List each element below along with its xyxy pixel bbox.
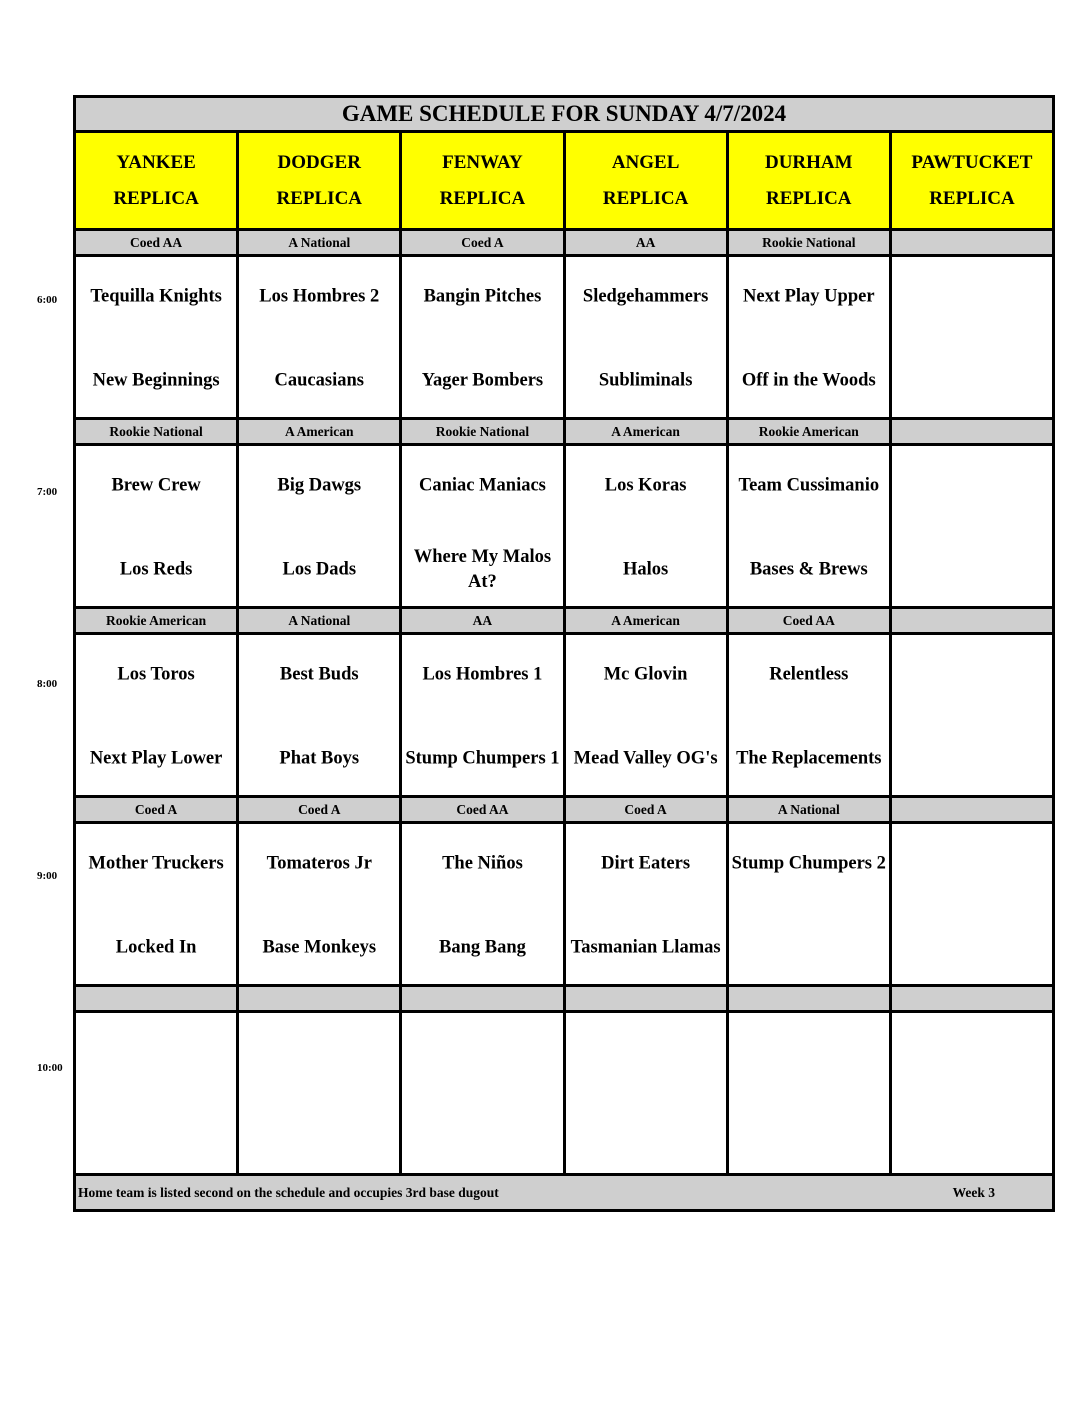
field-header-row — [76, 133, 1052, 231]
home-team-note: Home team is listed second on the schedule and occupies 3rd base dugout — [78, 1184, 499, 1200]
away-team: Los Hombres 2 — [259, 286, 380, 307]
home-team: Phat Boys — [279, 748, 360, 769]
field-name: PAWTUCKET — [911, 151, 1033, 173]
division-label — [892, 231, 1052, 254]
home-team: Halos — [622, 559, 669, 580]
game-cell — [729, 635, 892, 795]
away-team: Next Play Upper — [743, 286, 875, 307]
game-cell — [729, 446, 892, 606]
division-label: A American — [239, 420, 402, 443]
game-cell — [892, 635, 1052, 795]
division-label: Coed AA — [76, 231, 239, 254]
game-cell — [566, 635, 729, 795]
division-label: A American — [566, 420, 729, 443]
game-cell — [566, 446, 729, 606]
division-label: Coed A — [76, 798, 239, 821]
field-name: FENWAY — [442, 151, 523, 173]
division-label: AA — [402, 609, 565, 632]
away-team: Bangin Pitches — [423, 286, 542, 307]
division-label — [892, 420, 1052, 443]
away-team: Tequilla Knights — [90, 286, 222, 307]
home-team: Tasmanian Llamas — [570, 937, 721, 958]
away-team: Relentless — [769, 664, 849, 685]
game-cell — [239, 446, 402, 606]
home-team: Bases & Brews — [749, 559, 868, 580]
division-label — [76, 987, 239, 1010]
home-team: Base Monkeys — [262, 937, 377, 958]
game-cell — [566, 1013, 729, 1173]
away-team: The Niños — [442, 853, 523, 874]
schedule-title: GAME SCHEDULE FOR SUNDAY 4/7/2024 — [76, 98, 1052, 133]
game-cell — [239, 824, 402, 984]
field-sub: REPLICA — [602, 187, 689, 209]
home-team: Subliminals — [598, 370, 693, 391]
field-yankee — [76, 133, 239, 228]
division-label — [239, 987, 402, 1010]
game-cell — [402, 257, 565, 417]
away-team: Stump Chumpers 2 — [731, 853, 886, 874]
division-label: AA — [566, 231, 729, 254]
game-cell — [76, 635, 239, 795]
game-cell — [892, 446, 1052, 606]
home-team: Locked In — [115, 937, 197, 958]
division-label — [566, 987, 729, 1010]
game-cell — [892, 257, 1052, 417]
field-sub: REPLICA — [766, 187, 852, 209]
game-cell — [76, 257, 239, 417]
division-row — [76, 798, 1052, 824]
away-team: Brew Crew — [111, 475, 201, 496]
division-label — [892, 987, 1052, 1010]
time-slots — [76, 231, 1052, 1176]
division-label: A National — [239, 609, 402, 632]
game-cell — [239, 257, 402, 417]
home-team: Bang Bang — [438, 937, 526, 958]
away-team: Team Cussimanio — [738, 475, 880, 496]
away-team: Dirt Eaters — [601, 853, 691, 874]
field-sub: REPLICA — [439, 187, 526, 209]
division-label — [729, 987, 892, 1010]
game-cell — [76, 1013, 239, 1173]
division-row — [76, 231, 1052, 257]
away-team: Sledgehammers — [582, 286, 709, 307]
schedule-table — [73, 95, 1055, 1212]
division-label — [892, 609, 1052, 632]
division-label: Rookie American — [76, 609, 239, 632]
game-cell — [566, 257, 729, 417]
home-team: Next Play Lower — [89, 748, 223, 769]
division-label: Coed A — [402, 231, 565, 254]
game-cell — [402, 635, 565, 795]
home-team: The Replacements — [736, 748, 882, 769]
game-cell — [402, 446, 565, 606]
division-label: Rookie American — [729, 420, 892, 443]
away-team: Best Buds — [279, 664, 359, 685]
game-cell — [892, 824, 1052, 984]
field-fenway — [402, 133, 565, 228]
division-row — [76, 609, 1052, 635]
field-sub: REPLICA — [276, 187, 363, 209]
game-cell — [402, 824, 565, 984]
field-angel — [566, 133, 729, 228]
division-label: Rookie National — [729, 231, 892, 254]
field-dodger — [239, 133, 402, 228]
game-cell — [402, 1013, 565, 1173]
field-sub: REPLICA — [113, 187, 199, 209]
away-team: Mother Truckers — [88, 853, 224, 874]
division-label: Coed A — [566, 798, 729, 821]
home-team: Los Reds — [119, 559, 193, 580]
field-name: ANGEL — [611, 151, 680, 173]
time-label: 8:00 — [37, 678, 58, 690]
division-label: Coed AA — [402, 798, 565, 821]
division-label — [892, 798, 1052, 821]
home-team: Los Dads — [282, 559, 357, 580]
games-row — [76, 257, 1052, 420]
division-label: Rookie National — [402, 420, 565, 443]
away-team: Los Koras — [604, 475, 687, 496]
division-label: A National — [729, 798, 892, 821]
division-label — [402, 987, 565, 1010]
games-row — [76, 1013, 1052, 1176]
field-pawtucket — [892, 133, 1052, 228]
home-team: Caucasians — [274, 370, 364, 391]
away-team: Tomateros Jr — [266, 853, 372, 874]
away-team: Los Hombres 1 — [422, 664, 543, 685]
division-label: Coed A — [239, 798, 402, 821]
game-cell — [239, 1013, 402, 1173]
time-label: 9:00 — [37, 870, 58, 882]
game-cell — [76, 824, 239, 984]
week-label: Week 3 — [952, 1184, 995, 1200]
away-team: Big Dawgs — [277, 475, 362, 496]
home-team: Yager Bombers — [421, 370, 544, 391]
division-label: A American — [566, 609, 729, 632]
schedule-footer — [76, 1176, 1052, 1209]
division-label: Rookie National — [76, 420, 239, 443]
away-team: Caniac Maniacs — [418, 475, 546, 496]
game-cell — [239, 635, 402, 795]
home-team: New Beginnings — [92, 370, 220, 391]
home-team: Stump Chumpers 1 — [405, 748, 560, 769]
away-team: Mc Glovin — [603, 664, 688, 685]
time-label: 7:00 — [37, 486, 58, 498]
games-row — [76, 446, 1052, 609]
home-team: Off in the Woods — [741, 370, 876, 391]
time-label: 6:00 — [37, 294, 58, 306]
game-cell — [76, 446, 239, 606]
home-team: Where My Malos At? — [413, 547, 552, 592]
field-name: DURHAM — [764, 151, 853, 173]
game-cell — [729, 1013, 892, 1173]
field-name: YANKEE — [116, 151, 196, 173]
division-label: Coed AA — [729, 609, 892, 632]
field-name: DODGER — [277, 151, 361, 173]
time-label: 10:00 — [37, 1062, 63, 1074]
division-row — [76, 420, 1052, 446]
games-row — [76, 635, 1052, 798]
division-row — [76, 987, 1052, 1013]
game-cell — [729, 257, 892, 417]
home-team: Mead Valley OG's — [573, 748, 718, 769]
field-durham — [729, 133, 892, 228]
game-cell — [729, 824, 892, 984]
games-row — [76, 824, 1052, 987]
away-team: Los Toros — [117, 664, 195, 685]
field-sub: REPLICA — [929, 187, 1015, 209]
division-label: A National — [239, 231, 402, 254]
game-cell — [892, 1013, 1052, 1173]
game-cell — [566, 824, 729, 984]
